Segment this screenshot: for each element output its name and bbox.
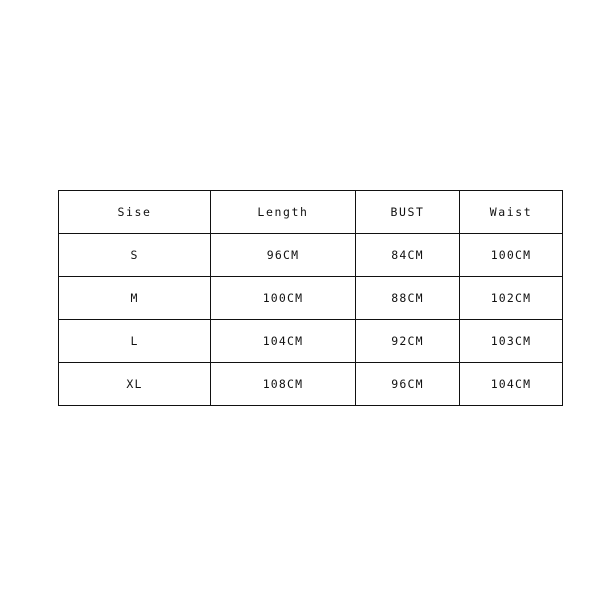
size-chart-container: [58, 190, 542, 406]
cell-size: M: [59, 277, 211, 320]
cell-length: 96CM: [211, 234, 356, 277]
cell-waist: 100CM: [460, 234, 563, 277]
table-header-row: [59, 191, 563, 234]
cell-size: S: [59, 234, 211, 277]
table-row: [59, 277, 563, 320]
cell-bust: 92CM: [356, 320, 460, 363]
cell-waist: 104CM: [460, 363, 563, 406]
column-header-waist: Waist: [460, 191, 563, 234]
cell-length: 104CM: [211, 320, 356, 363]
cell-length: 100CM: [211, 277, 356, 320]
table-row: [59, 320, 563, 363]
size-chart-table: [58, 190, 563, 406]
column-header-bust: BUST: [356, 191, 460, 234]
cell-bust: 84CM: [356, 234, 460, 277]
cell-bust: 96CM: [356, 363, 460, 406]
table-row: [59, 363, 563, 406]
cell-bust: 88CM: [356, 277, 460, 320]
cell-length: 108CM: [211, 363, 356, 406]
table-row: [59, 234, 563, 277]
column-header-size: Sise: [59, 191, 211, 234]
cell-waist: 103CM: [460, 320, 563, 363]
cell-waist: 102CM: [460, 277, 563, 320]
column-header-length: Length: [211, 191, 356, 234]
cell-size: L: [59, 320, 211, 363]
cell-size: XL: [59, 363, 211, 406]
